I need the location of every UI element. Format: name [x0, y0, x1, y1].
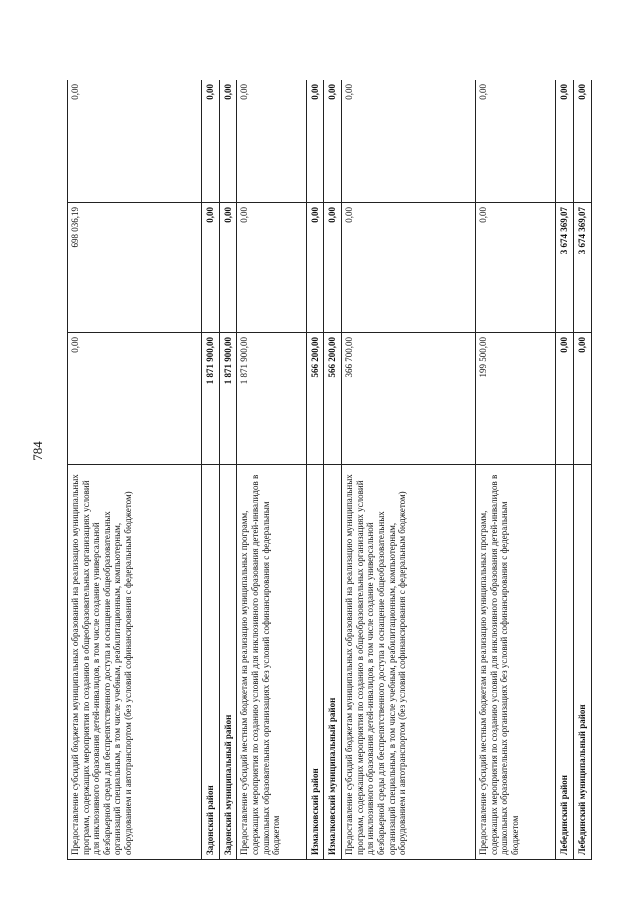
row-value-3: 0,00: [324, 80, 342, 203]
row-value-3: 0,00: [574, 80, 592, 203]
subsidy-table: [67, 80, 592, 860]
row-value-2: 0,00: [219, 203, 237, 333]
table-row: [201, 80, 219, 860]
table-row: [68, 80, 202, 860]
page-number: 784: [30, 441, 45, 461]
row-value-3: 0,00: [475, 80, 555, 203]
row-value-2: 0,00: [324, 203, 342, 333]
row-value-1: 366 700,00: [342, 333, 476, 465]
table-row: [237, 80, 306, 860]
row-value-2: 698 036,19: [68, 203, 202, 333]
row-value-1: 566 200,00: [324, 333, 342, 465]
row-value-3: 0,00: [219, 80, 237, 203]
row-value-2: 0,00: [306, 203, 324, 333]
row-name: Задонский муниципальный район: [219, 465, 237, 860]
row-name: Предоставление субсидий местным бюджетам на реализацию муниципальных программ, содержащих мероприятия по созданию условий для инклюзивного образования детей-инвалидов в дошкольных образовательных организациях без условий софинансирования с федеральным бюджетом: [237, 465, 306, 860]
table-row: [219, 80, 237, 860]
table-row: [342, 80, 476, 860]
row-value-2: 3 674 369,07: [556, 203, 574, 333]
row-name: Предоставление субсидий бюджетам муниципальных образований на реализацию муниципальных программ, содержащих мероприятия по созданию в общеобразовательных организациях условий для инклюзивного образования детей-инвалидов, в том числе создание универсальной безбарьерной среды для беспрепятственного доступа и оснащение общеобразовательных организаций специальным, в том числе учебным, реабилитационным, компьютерным, оборудованием и автотранспортом (без условий софинансирования с федеральным бюджетом): [68, 465, 202, 860]
row-name: Лебединский район: [556, 465, 574, 860]
row-value-1: 0,00: [574, 333, 592, 465]
table-row: [574, 80, 592, 860]
row-name: Задонский район: [201, 465, 219, 860]
row-value-1: 566 200,00: [306, 333, 324, 465]
row-value-2: 0,00: [201, 203, 219, 333]
row-value-1: 1 871 900,00: [219, 333, 237, 465]
row-name: Измалковский муниципальный район: [324, 465, 342, 860]
row-value-2: 0,00: [342, 203, 476, 333]
row-value-2: 0,00: [237, 203, 306, 333]
table-row: [306, 80, 324, 860]
row-value-3: 0,00: [556, 80, 574, 203]
table-row: [475, 80, 555, 860]
row-value-1: 1 871 900,00: [201, 333, 219, 465]
row-value-2: 3 674 369,07: [574, 203, 592, 333]
row-value-3: 0,00: [342, 80, 476, 203]
row-value-1: 1 871 900,00: [237, 333, 306, 465]
row-value-3: 0,00: [68, 80, 202, 203]
table-rotator: [67, 80, 592, 860]
table-row: [556, 80, 574, 860]
row-name: Измалковский район: [306, 465, 324, 860]
row-value-1: 0,00: [68, 333, 202, 465]
row-name: Предоставление субсидий бюджетам муниципальных образований на реализацию муниципальных программ, содержащих мероприятия по созданию в общеобразовательных организациях условий для инклюзивного образования детей-инвалидов, в том числе создание универсальной безбарьерной среды для беспрепятственного доступа и оснащение общеобразовательных организаций специальным, в том числе учебным, реабилитационным, компьютерным, оборудованием и автотранспортом (без условий софинансирования с федеральным бюджетом): [342, 465, 476, 860]
row-value-3: 0,00: [201, 80, 219, 203]
row-name: Предоставление субсидий местным бюджетам на реализацию муниципальных программ, содержащих мероприятия по созданию условий для инклюзивного образования детей-инвалидов в дошкольных образовательных организациях без условий софинансирования с федеральным бюджетом: [475, 465, 555, 860]
table-row: [324, 80, 342, 860]
rotated-table-container: [67, 80, 592, 860]
row-name: Лебединский муниципальный район: [574, 465, 592, 860]
row-value-1: 199 500,00: [475, 333, 555, 465]
row-value-3: 0,00: [306, 80, 324, 203]
row-value-3: 0,00: [237, 80, 306, 203]
row-value-2: 0,00: [475, 203, 555, 333]
row-value-1: 0,00: [556, 333, 574, 465]
